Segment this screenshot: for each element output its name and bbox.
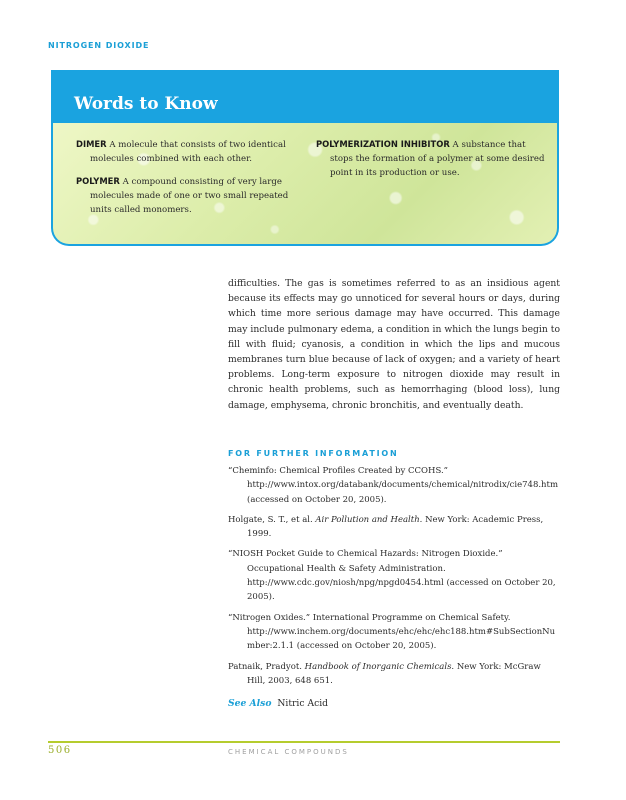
glossary-definition: A molecule that consists of two identical molecules combined with each other. (90, 140, 286, 164)
glossary-definition: A substance that stops the formation of a polymer at some desired point in its production or use. (330, 140, 545, 178)
reference-item: “NIOSH Pocket Guide to Chemical Hazards: Nitrogen Dioxide.” Occupational Health & Safety Administration. http://www.cdc.gov/niosh/npg/npgd0454.html (accessed on October 20, 2005). (228, 549, 556, 603)
body-paragraph: difficulties. The gas is sometimes referred to as an insidious agent because its effects may go unnoticed for several hours or days, during which time more serious damage may have occurred. This damage may include pulmonary edema, a condition in which the lungs begin to fill with fluid; cyanosis, a condition in which the lips and mucous membranes turn blue because of lack of oxygen; and a variety of heart problems. Long-term exposure to nitrogen dioxide may result in chronic health problems, such as hemorrhaging (blood loss), lung damage, emphysema, chronic bronchitis, and eventually death. (228, 278, 560, 411)
glossary-column-right (316, 137, 551, 188)
footer-book-title: CHEMICAL COMPOUNDS (228, 748, 349, 756)
further-information-heading: FOR FURTHER INFORMATION (228, 449, 399, 458)
glossary-term: POLYMER (76, 176, 120, 186)
reference-list (228, 464, 560, 694)
glossary-column-left (76, 137, 304, 225)
reference-item: “Cheminfo: Chemical Profiles Created by CCOHS.” http://www.intox.org/databank/documents/chemical/nitrodix/cie748.htm (accessed on October 20, 2005). (228, 466, 559, 505)
words-to-know-title: Words to Know (74, 94, 218, 114)
glossary-definition: A compound consisting of very large molecules made of one or two small repeated units called monomers. (90, 177, 289, 215)
glossary-entry-polymer (76, 174, 304, 217)
glossary-entry-polymerization-inhibitor (316, 137, 551, 180)
page-number: 506 (48, 745, 72, 756)
reference-item: “Nitrogen Oxides.” International Programme on Chemical Safety. http://www.inchem.org/documents/ehc/ehc/ehc188.htm#SubSectionNumber:2.1.1 (accessed on October 20, 2005). (228, 612, 556, 652)
see-also-link[interactable]: Nitric Acid (277, 698, 329, 709)
see-also (228, 698, 328, 709)
words-to-know-panel (53, 123, 557, 244)
running-head: NITROGEN DIOXIDE (48, 41, 150, 50)
footer-rule (48, 741, 560, 743)
words-to-know-box (51, 70, 559, 246)
glossary-entry-dimer (76, 137, 304, 166)
reference-item: Patnaik, Pradyot. Handbook of Inorganic Chemicals. New York: McGraw Hill, 2003, 648 651. (228, 661, 541, 686)
see-also-label: See Also (228, 698, 272, 709)
reference-item: Holgate, S. T., et al. Air Pollution and Health. New York: Academic Press, 1999. (228, 514, 544, 540)
glossary-term: POLYMERIZATION INHIBITOR (316, 139, 450, 149)
glossary-term: DIMER (76, 139, 107, 149)
